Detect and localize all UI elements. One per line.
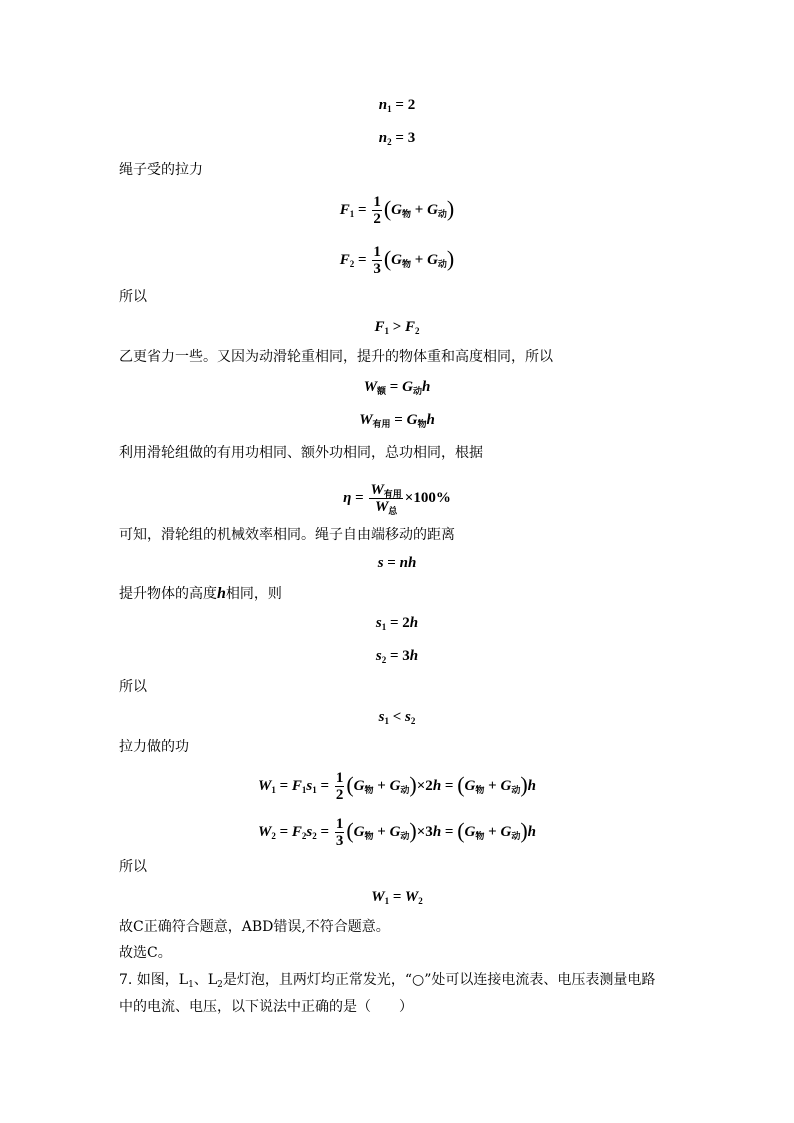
equation-s2: $s_2 = 3h$ [375, 648, 419, 665]
equation-w-extra: $W_额 = G_动h$ [363, 379, 431, 396]
question-7-line1: 7. 如图，$L_1$、$L_2$是灯泡，且两灯均正常发光，“○”处可以连接电流表、电压表测量电路 [119, 972, 656, 990]
equation-s1: $s_1 = 2h$ [375, 615, 419, 632]
equation-n2: $n_2 = 3$ [378, 130, 416, 147]
equation-f2: $F_2$ = $\frac{1}{3}$ $(G_物 + G_动)$ [339, 244, 455, 277]
equation-w2: $W_2 = F_2s_2$ = $\frac{1}{3}$ $(G_物 + G_动)\times 3h = (G_物 + G_动)h$ [257, 816, 536, 849]
text-answer: 故选C。 [119, 945, 172, 961]
equation-w1: $W_1 = F_1s_1$ = $\frac{1}{2}$ $(G_物 + G_动)\times 2h = (G_物 + G_动)h$ [257, 770, 536, 803]
question-7-line2: 中的电流、电压，以下说法中正确的是（ ） [119, 999, 413, 1015]
equation-s-compare: $s_1 < s_2$ [378, 709, 416, 726]
equation-efficiency: η = $\frac{W_{有用}}{W_总}$ ×100% [343, 482, 451, 516]
text-rope-force: 绳子受的拉力 [119, 162, 203, 178]
equation-w-equal: $W_1 = W_2$ [371, 889, 423, 906]
text-height-same: 提升物体的高度h相同，则 [119, 585, 282, 602]
text-efficiency-same: 可知，滑轮组的机械效率相同。绳子自由端移动的距离 [119, 527, 455, 543]
equation-f1: $F_1$ = $\frac{1}{2}$ $(G_物 + G_动)$ [339, 194, 455, 227]
equation-n1: $n_1 = 2$ [378, 97, 416, 114]
text-by-pulley: 利用滑轮组做的有用功相同、额外功相同，总功相同，根据 [119, 445, 483, 461]
equation-w-useful: $W_{有用} = G_物h$ [359, 412, 435, 429]
equation-f-compare: $F_1 > F_2$ [374, 319, 420, 336]
text-conclusion: 故C正确符合题意，ABD错误,不符合题意。 [119, 919, 390, 935]
text-pull-work: 拉力做的功 [119, 739, 189, 755]
text-easier: 乙更省力一些。又因为动滑轮重相同，提升的物体重和高度相同，所以 [119, 349, 553, 365]
text-so-2: 所以 [119, 679, 147, 695]
equation-s-nh: s = nh [377, 555, 417, 571]
text-so-1: 所以 [119, 289, 147, 305]
text-so-3: 所以 [119, 859, 147, 875]
